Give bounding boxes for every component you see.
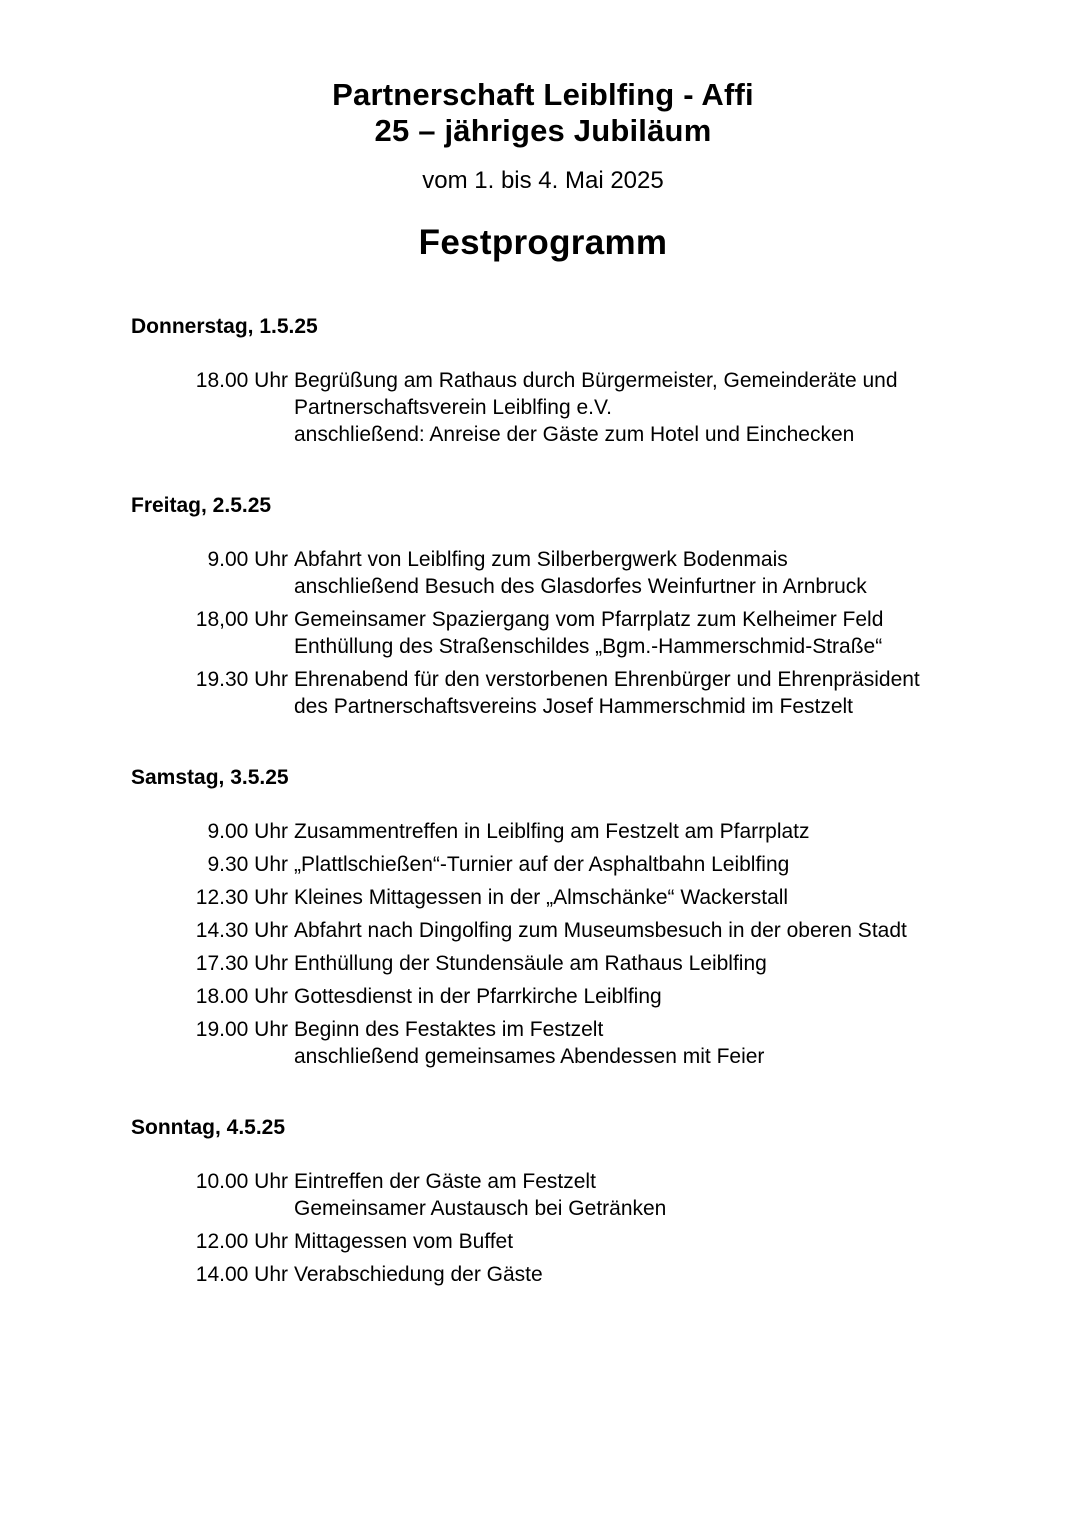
entry-text	[294, 546, 867, 600]
entry-text-line: Abfahrt von Leiblfing zum Silberbergwerk Bodenmais	[294, 548, 788, 571]
entry-text	[294, 950, 767, 977]
entry-text	[294, 917, 907, 944]
schedule-entry	[131, 606, 1046, 660]
entry-time: 12.00 Uhr	[195, 1230, 288, 1253]
entry-text-line: Abfahrt nach Dingolfing zum Museumsbesuch in der oberen Stadt	[294, 919, 907, 942]
schedule-entry	[131, 884, 1046, 911]
schedule-entry	[131, 1168, 1046, 1222]
entry-time: 18.00 Uhr	[195, 369, 288, 392]
entry-text-line: Verabschiedung der Gäste	[294, 1263, 543, 1286]
document-header	[0, 77, 1086, 263]
entry-text-line: Enthüllung des Straßenschildes „Bgm.-Hammerschmid-Straße“	[294, 635, 883, 658]
entry-text-line: Begrüßung am Rathaus durch Bürgermeister, Gemeinderäte und	[294, 369, 898, 392]
main-title-line2: 25 – jähriges Jubiläum	[374, 113, 712, 148]
entry-list	[131, 818, 1046, 1070]
entry-text-line: Eintreffen der Gäste am Festzelt	[294, 1170, 596, 1193]
schedule-entry	[131, 851, 1046, 878]
entry-text-line: anschließend gemeinsames Abendessen mit Feier	[294, 1045, 765, 1068]
entry-list	[131, 546, 1046, 720]
entry-time: 14.30 Uhr	[195, 919, 288, 942]
schedule-entry	[131, 917, 1046, 944]
entry-text	[294, 1168, 666, 1222]
entry-text-line: „Plattlschießen“-Turnier auf der Asphaltbahn Leiblfing	[294, 853, 790, 876]
day-section-donnerstag	[0, 313, 1086, 448]
entry-text	[294, 1261, 543, 1288]
entry-text	[294, 1016, 764, 1070]
entry-text	[294, 606, 883, 660]
entry-text-line: Gemeinsamer Spaziergang vom Pfarrplatz zum Kelheimer Feld	[294, 608, 884, 631]
schedule-entry	[131, 950, 1046, 977]
schedule-entry	[131, 983, 1046, 1010]
schedule-entry	[131, 367, 1046, 448]
entry-time: 19.00 Uhr	[195, 1018, 288, 1041]
day-heading-freitag: Freitag, 2.5.25	[131, 494, 272, 517]
entry-time: 14.00 Uhr	[195, 1263, 288, 1286]
main-title-line1: Partnerschaft Leiblfing - Affi	[332, 77, 754, 112]
entry-time: 9.00 Uhr	[207, 820, 288, 843]
entry-time: 18.00 Uhr	[195, 985, 288, 1008]
schedule-entry	[131, 546, 1046, 600]
schedule-entry	[131, 666, 1046, 720]
entry-text	[294, 983, 662, 1010]
entry-text-line: Mittagessen vom Buffet	[294, 1230, 514, 1253]
entry-text-line: anschließend Besuch des Glasdorfes Weinfurtner in Arnbruck	[294, 575, 867, 598]
entry-text-line: Gottesdienst in der Pfarrkirche Leiblfing	[294, 985, 662, 1008]
entry-time: 12.30 Uhr	[195, 886, 288, 909]
entry-text-line: Ehrenabend für den verstorbenen Ehrenbürger und Ehrenpräsident	[294, 668, 920, 691]
day-heading-samstag: Samstag, 3.5.25	[131, 766, 289, 789]
entry-text	[294, 666, 920, 720]
schedule-entry	[131, 1016, 1046, 1070]
day-heading-sonntag: Sonntag, 4.5.25	[131, 1116, 286, 1139]
entry-text-line: Enthüllung der Stundensäule am Rathaus Leiblfing	[294, 952, 767, 975]
entry-time: 9.30 Uhr	[207, 853, 288, 876]
entry-text	[294, 818, 810, 845]
entry-text-line: Partnerschaftsverein Leiblfing e.V.	[294, 396, 612, 419]
entry-time: 9.00 Uhr	[207, 548, 288, 571]
entry-text	[294, 367, 898, 448]
entry-text-line: Beginn des Festaktes im Festzelt	[294, 1018, 604, 1041]
date-range: vom 1. bis 4. Mai 2025	[422, 167, 664, 194]
entry-text-line: Zusammentreffen in Leiblfing am Festzelt am Pfarrplatz	[294, 820, 810, 843]
entry-text	[294, 884, 788, 911]
entry-text	[294, 851, 789, 878]
entry-time: 18,00 Uhr	[195, 608, 288, 631]
entry-text-line: Kleines Mittagessen in der „Almschänke“ Wackerstall	[294, 886, 789, 909]
day-section-samstag	[0, 764, 1086, 1070]
entry-list	[131, 367, 1046, 448]
entry-time: 19.30 Uhr	[195, 668, 288, 691]
entry-text-line: des Partnerschaftsvereins Josef Hammerschmid im Festzelt	[294, 695, 854, 718]
document-title: Festprogramm	[418, 223, 668, 262]
schedule-entry	[131, 1228, 1046, 1255]
entry-list	[131, 1168, 1046, 1288]
entry-text-line: Gemeinsamer Austausch bei Getränken	[294, 1197, 667, 1220]
schedule-entry	[131, 1261, 1046, 1288]
day-section-sonntag	[0, 1114, 1086, 1288]
main-title	[0, 77, 1086, 149]
day-heading-donnerstag: Donnerstag, 1.5.25	[131, 315, 318, 338]
entry-text	[294, 1228, 513, 1255]
entry-time: 17.30 Uhr	[195, 952, 288, 975]
day-section-freitag	[0, 492, 1086, 720]
schedule	[0, 313, 1086, 1288]
entry-text-line: anschließend: Anreise der Gäste zum Hotel und Einchecken	[294, 423, 855, 446]
schedule-entry	[131, 818, 1046, 845]
entry-time: 10.00 Uhr	[195, 1170, 288, 1193]
